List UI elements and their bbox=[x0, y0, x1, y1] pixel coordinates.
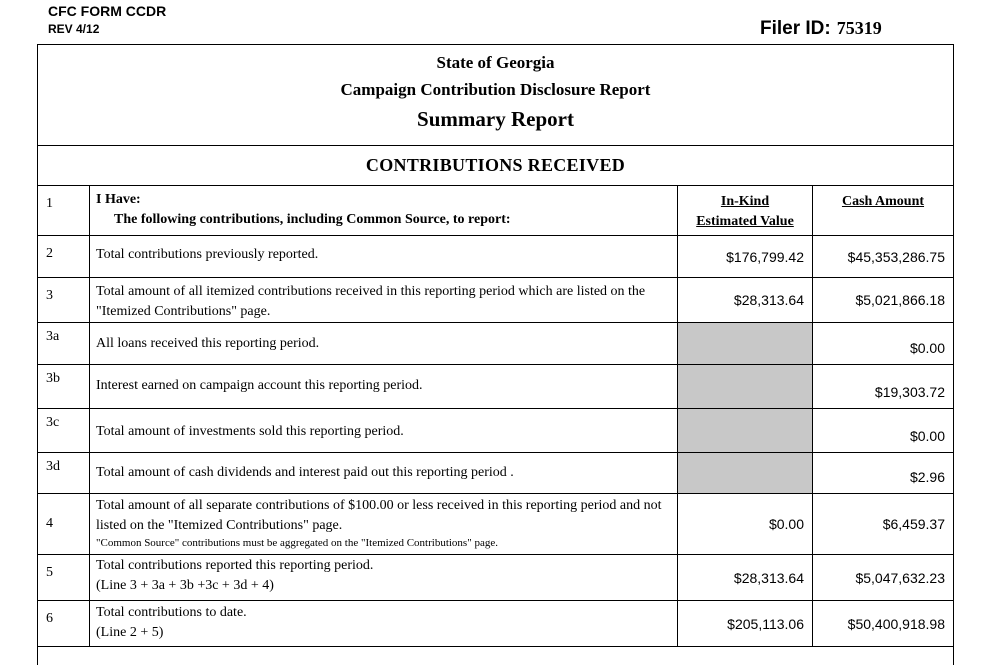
table-row bbox=[38, 555, 954, 601]
line-number: 3b bbox=[38, 365, 90, 409]
form-code: CFC FORM CCDR bbox=[48, 3, 167, 19]
section-title: CONTRIBUTIONS RECEIVED bbox=[365, 155, 626, 175]
line-description-text: Total contributions reported this reporting period. bbox=[96, 558, 374, 573]
line-description: All loans received this reporting period. bbox=[90, 323, 678, 365]
line-description bbox=[90, 555, 678, 601]
line-number: 4 bbox=[38, 494, 90, 555]
table-row bbox=[38, 323, 954, 365]
cash-column-header bbox=[813, 186, 954, 236]
line-formula: (Line 3 + 3a + 3b +3c + 3d + 4) bbox=[96, 578, 274, 593]
table-row bbox=[38, 453, 954, 494]
cash-amount: $19,303.72 bbox=[813, 365, 954, 409]
inkind-amount: $205,113.06 bbox=[678, 601, 813, 647]
inkind-amount: $28,313.64 bbox=[678, 278, 813, 323]
table-header-row bbox=[38, 186, 954, 236]
filer-id-value: 75319 bbox=[836, 18, 882, 38]
table-row bbox=[38, 365, 954, 409]
cash-amount: $50,400,918.98 bbox=[813, 601, 954, 647]
inkind-amount: $28,313.64 bbox=[678, 555, 813, 601]
report-type: Summary Report bbox=[417, 107, 574, 131]
inkind-amount-disabled bbox=[678, 453, 813, 494]
line-formula: (Line 2 + 5) bbox=[96, 625, 164, 640]
line-description: Total amount of investments sold this reporting period. bbox=[90, 409, 678, 453]
cash-amount: $5,047,632.23 bbox=[813, 555, 954, 601]
line-number: 3d bbox=[38, 453, 90, 494]
form-revision: REV 4/12 bbox=[48, 22, 100, 36]
table-row bbox=[38, 494, 954, 555]
line-description bbox=[90, 601, 678, 647]
line-1-subtitle: The following contributions, including Common Source, to report: bbox=[114, 212, 511, 227]
line-1-description bbox=[90, 186, 678, 236]
inkind-amount: $176,799.42 bbox=[678, 236, 813, 278]
cash-amount: $6,459.37 bbox=[813, 494, 954, 555]
inkind-amount: $0.00 bbox=[678, 494, 813, 555]
filer-id bbox=[760, 16, 882, 41]
line-number: 3c bbox=[38, 409, 90, 453]
table-row bbox=[38, 601, 954, 647]
line-description: Interest earned on campaign account this reporting period. bbox=[90, 365, 678, 409]
table-row bbox=[38, 409, 954, 453]
inkind-header-line2: Estimated Value bbox=[696, 214, 794, 229]
cash-amount: $2.96 bbox=[813, 453, 954, 494]
cash-header-label: Cash Amount bbox=[841, 194, 925, 209]
cash-amount: $0.00 bbox=[813, 323, 954, 365]
line-description bbox=[90, 494, 678, 555]
cash-amount: $0.00 bbox=[813, 409, 954, 453]
line-number: 2 bbox=[38, 236, 90, 278]
line-description: Total amount of all itemized contributions received in this reporting period which are listed on the "Itemized Contributions" page. bbox=[90, 278, 678, 323]
divider bbox=[38, 145, 953, 146]
line-number: 3 bbox=[38, 278, 90, 323]
inkind-amount-disabled bbox=[678, 323, 813, 365]
inkind-column-header bbox=[678, 186, 813, 236]
common-source-note: "Common Source" contributions must be aggregated on the "Itemized Contributions" page. bbox=[96, 537, 498, 549]
filer-id-label: Filer ID: bbox=[760, 18, 831, 39]
line-number: 5 bbox=[38, 555, 90, 601]
line-1-title: I Have: bbox=[96, 192, 141, 207]
line-description-text: Total contributions to date. bbox=[96, 605, 247, 620]
contributions-table bbox=[37, 185, 954, 647]
inkind-amount-disabled bbox=[678, 409, 813, 453]
cash-amount: $45,353,286.75 bbox=[813, 236, 954, 278]
line-description: Total amount of cash dividends and interest paid out this reporting period . bbox=[90, 453, 678, 494]
table-row bbox=[38, 278, 954, 323]
state-title: State of Georgia bbox=[436, 53, 555, 72]
cash-amount: $5,021,866.18 bbox=[813, 278, 954, 323]
line-number: 3a bbox=[38, 323, 90, 365]
line-number: 1 bbox=[38, 186, 90, 236]
inkind-amount-disabled bbox=[678, 365, 813, 409]
line-number: 6 bbox=[38, 601, 90, 647]
line-description-text: Total amount of all separate contributions of $100.00 or less received in this reporting period and not listed on the "Itemized Contributions" page. bbox=[96, 498, 662, 533]
table-row bbox=[38, 236, 954, 278]
inkind-header-line1: In-Kind bbox=[720, 194, 770, 209]
report-name: Campaign Contribution Disclosure Report bbox=[340, 80, 651, 99]
line-description: Total contributions previously reported. bbox=[90, 236, 678, 278]
report-frame bbox=[37, 44, 954, 665]
